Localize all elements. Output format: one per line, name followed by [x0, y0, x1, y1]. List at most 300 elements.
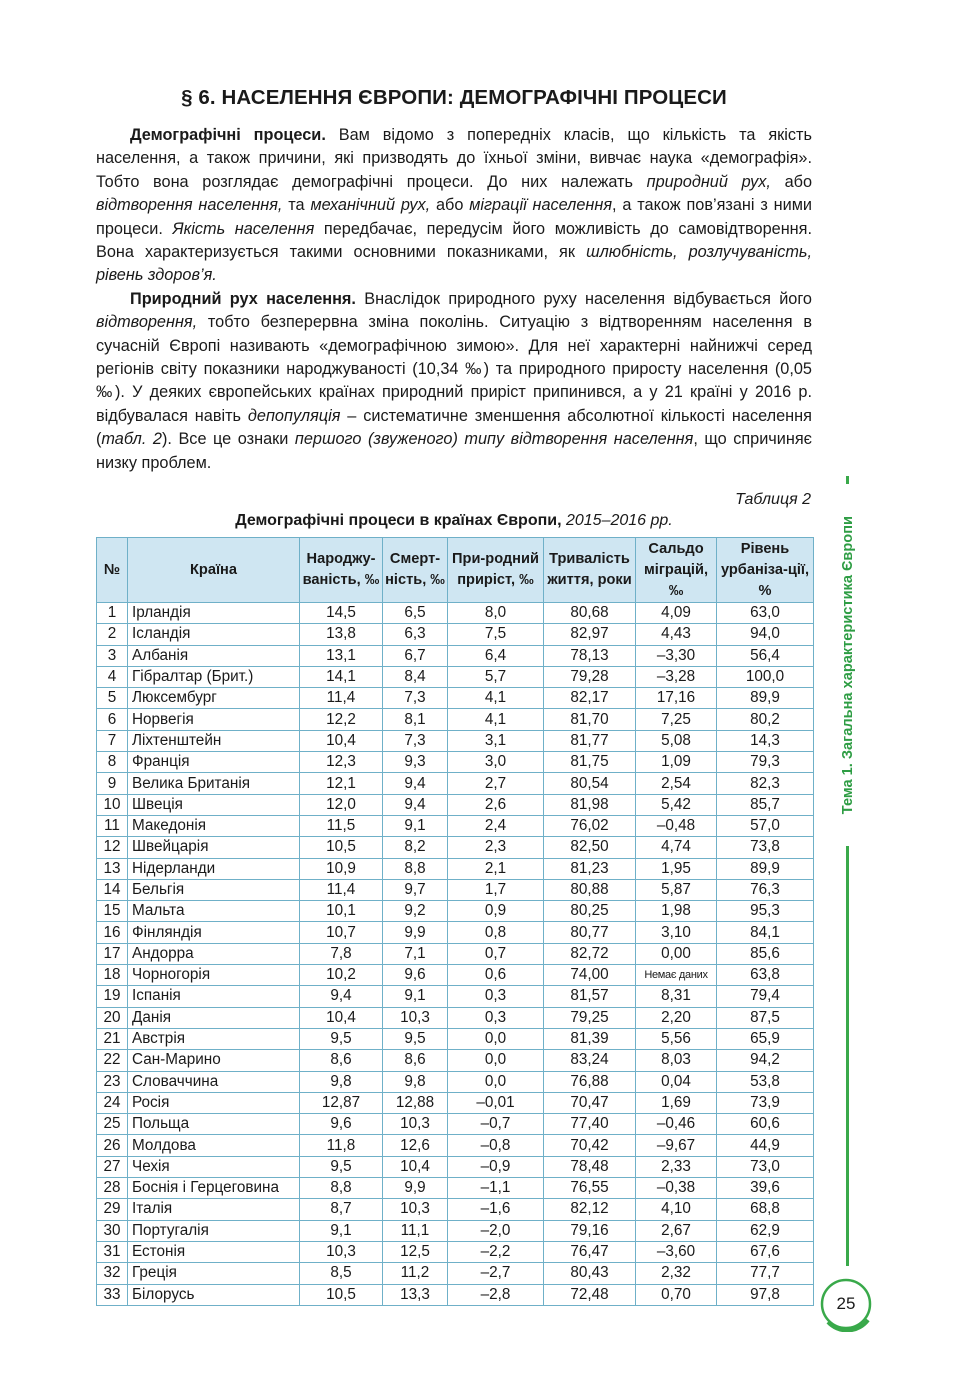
table-row [97, 1220, 814, 1241]
value-cell: 12,88 [383, 1092, 448, 1113]
value-cell: –0,7 [448, 1114, 544, 1135]
value-cell: 80,25 [544, 901, 636, 922]
value-cell: 94,2 [717, 1050, 814, 1071]
value-cell: 78,48 [544, 1156, 636, 1177]
value-cell: 0,3 [448, 986, 544, 1007]
value-cell: 63,0 [717, 603, 814, 624]
value-cell: 80,88 [544, 879, 636, 900]
italic-term: першого (звуженого) типу відтворення населення [294, 430, 694, 449]
row-number-cell: 1 [97, 603, 128, 624]
value-cell: 17,16 [636, 688, 717, 709]
value-cell: 95,3 [717, 901, 814, 922]
value-cell: –2,0 [448, 1220, 544, 1241]
value-cell: 4,09 [636, 603, 717, 624]
country-cell: Велика Британія [128, 773, 300, 794]
country-cell: Росія [128, 1092, 300, 1113]
value-cell: 10,1 [300, 901, 383, 922]
value-cell: 78,13 [544, 645, 636, 666]
row-number-cell: 29 [97, 1199, 128, 1220]
table-row [97, 1199, 814, 1220]
table-row [97, 1071, 814, 1092]
value-cell: 82,3 [717, 773, 814, 794]
value-cell: 4,1 [448, 688, 544, 709]
value-cell: 10,5 [300, 1284, 383, 1305]
country-cell: Фінляндія [128, 922, 300, 943]
value-cell: 89,9 [717, 858, 814, 879]
row-number-cell: 30 [97, 1220, 128, 1241]
table-row [97, 1284, 814, 1305]
value-cell: 8,03 [636, 1050, 717, 1071]
value-cell: 9,4 [383, 773, 448, 794]
country-cell: Білорусь [128, 1284, 300, 1305]
table-row [97, 965, 814, 986]
value-cell: 82,50 [544, 837, 636, 858]
side-line-top [846, 476, 849, 484]
value-cell: 8,6 [300, 1050, 383, 1071]
section-heading: § 6. НАСЕЛЕННЯ ЄВРОПИ: ДЕМОГРАФІЧНІ ПРОЦЕСИ [181, 86, 727, 109]
column-header: № [97, 538, 128, 603]
value-cell: 82,17 [544, 688, 636, 709]
table-title [96, 512, 812, 530]
row-number-cell: 23 [97, 1071, 128, 1092]
value-cell: 0,0 [448, 1028, 544, 1049]
value-cell: 11,4 [300, 688, 383, 709]
country-cell: Норвегія [128, 709, 300, 730]
text-run: та [282, 196, 311, 215]
value-cell: 81,57 [544, 986, 636, 1007]
value-cell: 8,2 [383, 837, 448, 858]
value-cell: 9,6 [383, 965, 448, 986]
value-cell: 80,43 [544, 1263, 636, 1284]
value-cell: 89,9 [717, 688, 814, 709]
value-cell: 2,6 [448, 794, 544, 815]
value-cell: 5,08 [636, 730, 717, 751]
value-cell: 56,4 [717, 645, 814, 666]
value-cell: 6,7 [383, 645, 448, 666]
value-cell: 9,5 [300, 1156, 383, 1177]
country-cell: Чорногорія [128, 965, 300, 986]
value-cell: 80,2 [717, 709, 814, 730]
value-cell: 8,0 [448, 603, 544, 624]
value-cell: 1,09 [636, 752, 717, 773]
value-cell: 82,97 [544, 624, 636, 645]
table-body [97, 603, 814, 1306]
row-number-cell: 21 [97, 1028, 128, 1049]
value-cell: 79,28 [544, 666, 636, 687]
row-number-cell: 4 [97, 666, 128, 687]
value-cell: 6,3 [383, 624, 448, 645]
table-row [97, 1156, 814, 1177]
table-row [97, 752, 814, 773]
value-cell: 12,87 [300, 1092, 383, 1113]
value-cell: 7,3 [383, 688, 448, 709]
value-cell: 3,10 [636, 922, 717, 943]
table-title-main: Демографічні процеси в країнах Європи, [235, 512, 562, 529]
value-cell: 2,32 [636, 1263, 717, 1284]
value-cell: –0,48 [636, 815, 717, 836]
value-cell: 79,25 [544, 1007, 636, 1028]
value-cell: 9,8 [300, 1071, 383, 1092]
row-number-cell: 15 [97, 901, 128, 922]
table-row [97, 1135, 814, 1156]
value-cell: 10,5 [300, 837, 383, 858]
table-row [97, 1114, 814, 1135]
value-cell: 9,7 [383, 879, 448, 900]
column-header: Сальдо міграцій, ‰ [636, 538, 717, 603]
value-cell: 8,31 [636, 986, 717, 1007]
value-cell: 81,98 [544, 794, 636, 815]
value-cell: 70,47 [544, 1092, 636, 1113]
value-cell: 9,9 [383, 1178, 448, 1199]
table-label: Таблиця 2 [735, 491, 811, 508]
paragraph-demographic-processes [96, 124, 812, 288]
value-cell: 60,6 [717, 1114, 814, 1135]
value-cell: 12,3 [300, 752, 383, 773]
country-cell: Ліхтенштейн [128, 730, 300, 751]
value-cell: 62,9 [717, 1220, 814, 1241]
value-cell: 1,7 [448, 879, 544, 900]
country-cell: Ірландія [128, 603, 300, 624]
italic-term: відтворення населення, [96, 196, 283, 215]
value-cell: 10,2 [300, 965, 383, 986]
value-cell: 79,16 [544, 1220, 636, 1241]
value-cell: 12,0 [300, 794, 383, 815]
value-cell: 81,23 [544, 858, 636, 879]
value-cell: –2,7 [448, 1263, 544, 1284]
value-cell: 12,2 [300, 709, 383, 730]
row-number-cell: 12 [97, 837, 128, 858]
value-cell: 94,0 [717, 624, 814, 645]
value-cell: –9,67 [636, 1135, 717, 1156]
row-number-cell: 20 [97, 1007, 128, 1028]
value-cell: 10,4 [383, 1156, 448, 1177]
value-cell: 7,1 [383, 943, 448, 964]
value-cell: 9,2 [383, 901, 448, 922]
country-cell: Швеція [128, 794, 300, 815]
table-row [97, 1050, 814, 1071]
body-text [96, 124, 812, 475]
value-cell: 79,3 [717, 752, 814, 773]
text-run: передбачає, передусім його можливість до самовідтворення. Вона характеризується такими основними показниками, як [96, 219, 813, 262]
row-number-cell: 2 [97, 624, 128, 645]
italic-term: відтворення, [96, 313, 198, 332]
value-cell: 9,9 [383, 922, 448, 943]
value-cell: 81,75 [544, 752, 636, 773]
text-run: Вам відомо з попередніх класів, що кількість та якість населення, а також причини, які призводять до їхньої зміни, вивчає наука «демографія». Тобто вона розглядає демографічні процеси. До них належать [96, 126, 812, 191]
text-run: або [430, 196, 470, 215]
value-cell: –0,38 [636, 1178, 717, 1199]
country-cell: Бельгія [128, 879, 300, 900]
value-cell: 0,0 [448, 1071, 544, 1092]
italic-term: шлюбність, розлучуваність, рівень здоров’я. [96, 243, 812, 285]
table-row [97, 666, 814, 687]
value-cell: 0,7 [448, 943, 544, 964]
text-run: – систематичне зменшення абсолютної кількості населення ( [96, 406, 812, 449]
country-cell: Гібралтар (Брит.) [128, 666, 300, 687]
value-cell: 6,4 [448, 645, 544, 666]
value-cell: 11,5 [300, 815, 383, 836]
value-cell: 2,67 [636, 1220, 717, 1241]
row-number-cell: 17 [97, 943, 128, 964]
table-row [97, 837, 814, 858]
country-cell: Італія [128, 1199, 300, 1220]
italic-term: міграції населення [469, 196, 613, 215]
value-cell: 80,68 [544, 603, 636, 624]
value-cell: 8,7 [300, 1199, 383, 1220]
row-number-cell: 25 [97, 1114, 128, 1135]
italic-term: депопуляція [247, 406, 341, 425]
country-cell: Боснія і Герцеговина [128, 1178, 300, 1199]
value-cell: 14,5 [300, 603, 383, 624]
row-number-cell: 14 [97, 879, 128, 900]
value-cell: 2,7 [448, 773, 544, 794]
value-cell: –3,28 [636, 666, 717, 687]
value-cell: 2,33 [636, 1156, 717, 1177]
italic-term: природний рух, [646, 172, 771, 191]
value-cell: 8,5 [300, 1263, 383, 1284]
value-cell: 57,0 [717, 815, 814, 836]
column-header: Рівень урбаніза-ції, % [717, 538, 814, 603]
value-cell: 85,7 [717, 794, 814, 815]
value-cell: 14,3 [717, 730, 814, 751]
row-number-cell: 24 [97, 1092, 128, 1113]
value-cell: 6,5 [383, 603, 448, 624]
column-header: Тривалість життя, роки [544, 538, 636, 603]
value-cell: 81,39 [544, 1028, 636, 1049]
value-cell: 0,70 [636, 1284, 717, 1305]
value-cell: 1,98 [636, 901, 717, 922]
value-cell: 3,1 [448, 730, 544, 751]
value-cell: 80,54 [544, 773, 636, 794]
row-number-cell: 5 [97, 688, 128, 709]
value-cell: 85,6 [717, 943, 814, 964]
value-cell: 2,3 [448, 837, 544, 858]
text-run: тобто безперервна зміна поколінь. Ситуацію з відтворенням населення в сучасній Європі називають «демографічною зимою». Для неї характерні найнижчі серед регіонів світу показники народжуваності (10,34 ‰) та природного приросту населення (0,05 ‰). У деяких європейських країнах природний приріст припинився, а у 21 країні у 2016 р. відбувалася навіть [96, 313, 812, 425]
country-cell: Молдова [128, 1135, 300, 1156]
table-row [97, 1241, 814, 1262]
value-cell: 8,8 [383, 858, 448, 879]
value-cell: 11,4 [300, 879, 383, 900]
country-cell: Словаччина [128, 1071, 300, 1092]
country-cell: Мальта [128, 901, 300, 922]
value-cell: 83,24 [544, 1050, 636, 1071]
row-number-cell: 8 [97, 752, 128, 773]
row-number-cell: 6 [97, 709, 128, 730]
value-cell: 11,8 [300, 1135, 383, 1156]
value-cell: 9,4 [383, 794, 448, 815]
value-cell: 9,5 [383, 1028, 448, 1049]
table-row [97, 688, 814, 709]
row-number-cell: 13 [97, 858, 128, 879]
value-cell: 4,1 [448, 709, 544, 730]
page-number-badge [818, 1276, 874, 1332]
value-cell: 9,1 [300, 1220, 383, 1241]
text-run: або [770, 172, 813, 191]
table-title-years: 2015–2016 рр. [561, 512, 673, 529]
value-cell: 10,4 [300, 1007, 383, 1028]
value-cell: 12,1 [300, 773, 383, 794]
value-cell: 53,8 [717, 1071, 814, 1092]
value-cell: 77,40 [544, 1114, 636, 1135]
country-cell: Сан-Марино [128, 1050, 300, 1071]
text-run: , що спричиняє низку проблем. [96, 430, 812, 472]
column-header: Країна [128, 538, 300, 603]
table-row [97, 624, 814, 645]
value-cell: 76,88 [544, 1071, 636, 1092]
value-cell: Немає даних [636, 965, 717, 986]
country-cell: Нідерланди [128, 858, 300, 879]
table-row [97, 986, 814, 1007]
value-cell: 74,00 [544, 965, 636, 986]
value-cell: 0,0 [448, 1050, 544, 1071]
country-cell: Андорра [128, 943, 300, 964]
value-cell: 63,8 [717, 965, 814, 986]
value-cell: 4,10 [636, 1199, 717, 1220]
italic-term: табл. 2 [101, 430, 162, 449]
column-header: При-родний приріст, ‰ [448, 538, 544, 603]
value-cell: 7,25 [636, 709, 717, 730]
table-row [97, 1178, 814, 1199]
country-cell: Чехія [128, 1156, 300, 1177]
row-number-cell: 26 [97, 1135, 128, 1156]
value-cell: 80,77 [544, 922, 636, 943]
value-cell: 73,0 [717, 1156, 814, 1177]
value-cell: 10,3 [383, 1114, 448, 1135]
text-run: , а також пов’язані з ними процеси. [96, 196, 812, 238]
row-number-cell: 7 [97, 730, 128, 751]
demographics-table [96, 537, 814, 1306]
value-cell: 7,8 [300, 943, 383, 964]
value-cell: 70,42 [544, 1135, 636, 1156]
value-cell: 65,9 [717, 1028, 814, 1049]
country-cell: Люксембург [128, 688, 300, 709]
value-cell: 8,1 [383, 709, 448, 730]
value-cell: 10,3 [383, 1007, 448, 1028]
value-cell: 9,4 [300, 986, 383, 1007]
value-cell: 2,4 [448, 815, 544, 836]
value-cell: 77,7 [717, 1263, 814, 1284]
table-row [97, 1092, 814, 1113]
value-cell: 0,8 [448, 922, 544, 943]
country-cell: Австрія [128, 1028, 300, 1049]
value-cell: 10,3 [383, 1199, 448, 1220]
table-row [97, 943, 814, 964]
value-cell: 10,4 [300, 730, 383, 751]
value-cell: 1,69 [636, 1092, 717, 1113]
chapter-side-label [836, 490, 860, 840]
table-row [97, 730, 814, 751]
row-number-cell: 31 [97, 1241, 128, 1262]
value-cell: 12,5 [383, 1241, 448, 1262]
value-cell: 76,47 [544, 1241, 636, 1262]
value-cell: 100,0 [717, 666, 814, 687]
row-number-cell: 28 [97, 1178, 128, 1199]
table-row [97, 858, 814, 879]
page-number: 25 [836, 1294, 856, 1313]
row-number-cell: 10 [97, 794, 128, 815]
row-number-cell: 3 [97, 645, 128, 666]
lead-term: Природний рух населення. [130, 289, 356, 308]
country-cell: Ісландія [128, 624, 300, 645]
row-number-cell: 9 [97, 773, 128, 794]
value-cell: 7,3 [383, 730, 448, 751]
chapter-side-text: Тема 1. Загальна характеристика Європи [840, 515, 856, 815]
row-number-cell: 18 [97, 965, 128, 986]
value-cell: 2,1 [448, 858, 544, 879]
value-cell: 12,6 [383, 1135, 448, 1156]
value-cell: 81,77 [544, 730, 636, 751]
value-cell: 4,43 [636, 624, 717, 645]
country-cell: Польща [128, 1114, 300, 1135]
value-cell: 5,42 [636, 794, 717, 815]
row-number-cell: 11 [97, 815, 128, 836]
table-row [97, 603, 814, 624]
value-cell: 9,8 [383, 1071, 448, 1092]
row-number-cell: 27 [97, 1156, 128, 1177]
country-cell: Естонія [128, 1241, 300, 1262]
value-cell: 76,02 [544, 815, 636, 836]
value-cell: 81,70 [544, 709, 636, 730]
value-cell: 10,3 [300, 1241, 383, 1262]
italic-term: механічний рух, [310, 196, 431, 215]
value-cell: 10,7 [300, 922, 383, 943]
value-cell: 13,8 [300, 624, 383, 645]
row-number-cell: 33 [97, 1284, 128, 1305]
value-cell: –0,46 [636, 1114, 717, 1135]
value-cell: 14,1 [300, 666, 383, 687]
value-cell: 0,04 [636, 1071, 717, 1092]
value-cell: 5,87 [636, 879, 717, 900]
value-cell: 79,4 [717, 986, 814, 1007]
value-cell: 97,8 [717, 1284, 814, 1305]
paragraph-natural-movement [96, 288, 812, 475]
value-cell: 13,3 [383, 1284, 448, 1305]
country-cell: Македонія [128, 815, 300, 836]
value-cell: 11,2 [383, 1263, 448, 1284]
value-cell: 76,3 [717, 879, 814, 900]
value-cell: –0,8 [448, 1135, 544, 1156]
value-cell: 73,8 [717, 837, 814, 858]
country-cell: Франція [128, 752, 300, 773]
value-cell: 9,1 [383, 815, 448, 836]
table-row [97, 645, 814, 666]
country-cell: Швейцарія [128, 837, 300, 858]
value-cell: 8,8 [300, 1178, 383, 1199]
table-row [97, 773, 814, 794]
value-cell: –0,9 [448, 1156, 544, 1177]
table-row [97, 1028, 814, 1049]
table-header [97, 538, 814, 603]
value-cell: 87,5 [717, 1007, 814, 1028]
value-cell: 5,7 [448, 666, 544, 687]
table-row [97, 709, 814, 730]
table-row [97, 794, 814, 815]
value-cell: –1,1 [448, 1178, 544, 1199]
value-cell: –2,8 [448, 1284, 544, 1305]
value-cell: 76,55 [544, 1178, 636, 1199]
table-row [97, 901, 814, 922]
value-cell: 8,6 [383, 1050, 448, 1071]
value-cell: 67,6 [717, 1241, 814, 1262]
value-cell: 13,1 [300, 645, 383, 666]
value-cell: 82,72 [544, 943, 636, 964]
value-cell: –3,30 [636, 645, 717, 666]
country-cell: Іспанія [128, 986, 300, 1007]
country-cell: Португалія [128, 1220, 300, 1241]
value-cell: 82,12 [544, 1199, 636, 1220]
value-cell: 39,6 [717, 1178, 814, 1199]
country-cell: Албанія [128, 645, 300, 666]
